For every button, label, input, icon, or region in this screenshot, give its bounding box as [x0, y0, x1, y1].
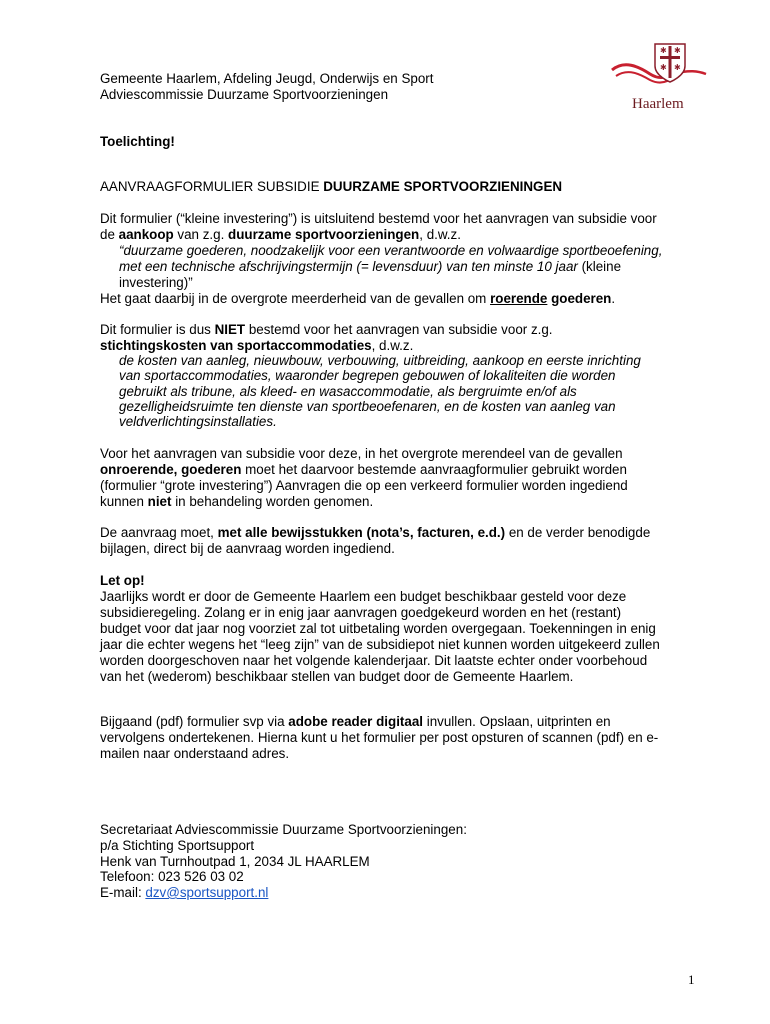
- quote-line: gebruikt als tribune, als kleed- en wasaccommodatie, als bergruimte en/of als: [119, 384, 577, 399]
- address-line: Telefoon: 023 526 03 02: [100, 869, 244, 884]
- text-line: onroerende, goederen moet het daarvoor bestemde aanvraagformulier gebruikt worden: [100, 462, 627, 477]
- text-line: Dit formulier is dus NIET bestemd voor het aanvragen van subsidie voor z.g.: [100, 322, 553, 337]
- text-line: van het (wederom) beschikbaar stellen van budget door de Gemeente Haarlem.: [100, 669, 574, 684]
- text-line: subsidieregeling. Zolang er in enig jaar aanvragen goedgekeurd worden en het (restant): [100, 605, 622, 620]
- svg-text:✱: ✱: [660, 63, 667, 72]
- text-line: Jaarlijks wordt er door de Gemeente Haarlem een budget beschikbaar gesteld voor deze: [100, 589, 627, 604]
- svg-text:✱: ✱: [674, 63, 681, 72]
- quote-line: met een technische afschrijvingstermijn (= levensduur) van ten minste 10 jaar (kleine: [119, 259, 622, 274]
- header-line-2: Adviescommissie Duurzame Sportvoorzieningen: [100, 87, 389, 102]
- text-line: worden doorgeschoven naar het volgende kalenderjaar. Dit laatste echter onder voorbehoud: [100, 653, 648, 668]
- text-line: bijlagen, direct bij de aanvraag worden ingediend.: [100, 541, 395, 556]
- address-line: p/a Stichting Sportsupport: [100, 838, 255, 853]
- text-line: jaar die echter wegens het “leeg zijn” van de subsidiepot niet kunnen worden uitgekeerd zullen: [100, 637, 660, 652]
- page-title: Toelichting!: [100, 134, 175, 149]
- haarlem-coat-of-arms-icon: [610, 38, 710, 100]
- warning-heading: Let op!: [100, 573, 145, 588]
- header-line-1: Gemeente Haarlem, Afdeling Jeugd, Onderwijs en Sport: [100, 71, 434, 86]
- text-line: De aanvraag moet, met alle bewijsstukken (nota’s, facturen, e.d.) en de verder benodigde: [100, 525, 651, 540]
- page-number: 1: [688, 972, 695, 987]
- email-link[interactable]: dzv@sportsupport.nl: [145, 885, 269, 900]
- text-line: Bijgaand (pdf) formulier svp via adobe reader digitaal invullen. Opslaan, uitprinten en: [100, 714, 611, 729]
- address-line: Henk van Turnhoutpad 1, 2034 JL HAARLEM: [100, 854, 370, 869]
- haarlem-logo: [610, 38, 710, 118]
- text-line: investering)”: [119, 275, 193, 290]
- logo-text: Haarlem: [632, 96, 684, 112]
- svg-text:✱: ✱: [660, 46, 667, 55]
- text-line: de aankoop van z.g. duurzame sportvoorzieningen, d.w.z.: [100, 227, 461, 242]
- quote-line: veldverlichtingsinstallaties.: [119, 414, 277, 429]
- quote-line: “duurzame goederen, noodzakelijk voor een verantwoorde en volwaardige sportbeoefening,: [119, 243, 663, 258]
- text-line: Voor het aanvragen van subsidie voor deze, in het overgrote merendeel van de gevallen: [100, 446, 623, 461]
- quote-line: de kosten van aanleg, nieuwbouw, verbouwing, uitbreiding, aankoop en eerste inrichting: [119, 353, 641, 368]
- text-line: mailen naar onderstaand adres.: [100, 746, 290, 761]
- text-line: stichtingskosten van sportaccommodaties, d.w.z.: [100, 338, 414, 353]
- quote-line: van sportaccommodaties, waaronder begrepen gebouwen of lokaliteiten die worden: [119, 368, 616, 383]
- svg-text:✱: ✱: [674, 46, 681, 55]
- address-line: Secretariaat Adviescommissie Duurzame Sportvoorzieningen:: [100, 822, 467, 837]
- form-title: AANVRAAGFORMULIER SUBSIDIE DUURZAME SPORTVOORZIENINGEN: [100, 179, 563, 194]
- text-line: budget voor dat jaar nog voorziet zal tot uitbetaling worden overgegaan. Toekenningen in enig: [100, 621, 656, 636]
- quote-line: gezelligheidsruimte ten dienste van sportbeoefenaren, en de kosten van aanleg van: [119, 399, 616, 414]
- text-line: Dit formulier (“kleine investering”) is uitsluitend bestemd voor het aanvragen van subsidie voor: [100, 211, 657, 226]
- text-line: kunnen niet in behandeling worden genomen.: [100, 494, 374, 509]
- email-line: E-mail: dzv@sportsupport.nl: [100, 885, 269, 900]
- text-line: Het gaat daarbij in de overgrote meerderheid van de gevallen om roerende goederen.: [100, 291, 616, 306]
- text-line: vervolgens ondertekenen. Hierna kunt u het formulier per post opsturen of scannen (pdf) en e-: [100, 730, 659, 745]
- text-line: (formulier “grote investering”) Aanvragen die op een verkeerd formulier worden ingediend: [100, 478, 628, 493]
